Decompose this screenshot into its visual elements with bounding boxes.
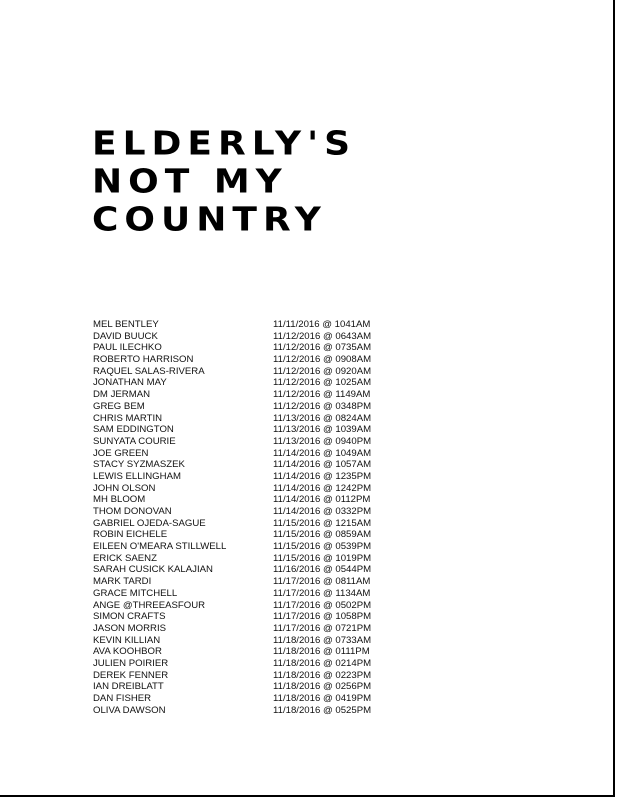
entry-name: STACY SYZMASZEK — [93, 459, 185, 471]
list-item — [93, 646, 393, 658]
entry-name: SUNYATA COURIE — [93, 435, 176, 447]
list-item — [93, 576, 393, 588]
entry-timestamp: 11/14/2016 @ 1049AM — [273, 447, 372, 459]
list-item — [93, 693, 393, 705]
list-item — [93, 670, 393, 682]
entry-timestamp: 11/18/2016 @ 0733AM — [273, 634, 372, 646]
entry-timestamp: 11/17/2016 @ 0502PM — [273, 599, 372, 611]
entry-name: ROBIN EICHELE — [93, 529, 168, 541]
list-item — [93, 354, 393, 366]
list-item — [93, 611, 393, 623]
list-item — [93, 471, 393, 483]
entry-name: JOE GREEN — [93, 447, 149, 459]
entry-timestamp: 11/13/2016 @ 0824AM — [273, 412, 372, 424]
entry-timestamp: 11/11/2016 @ 1041AM — [273, 319, 371, 330]
list-item — [93, 588, 393, 600]
list-item — [93, 658, 393, 670]
entry-name: IAN DREIBLATT — [93, 681, 164, 693]
entry-name: MH BLOOM — [93, 494, 146, 506]
list-item — [93, 448, 393, 460]
entry-timestamp: 11/15/2016 @ 1215AM — [273, 517, 372, 529]
list-item — [93, 600, 393, 612]
entry-name: JOHN OLSON — [93, 482, 156, 494]
entry-name: OLIVA DAWSON — [93, 704, 166, 716]
list-item — [93, 705, 393, 717]
entry-name: JULIEN POIRIER — [93, 657, 169, 669]
entry-timestamp: 11/16/2016 @ 0544PM — [273, 564, 372, 576]
list-item — [93, 541, 393, 553]
entry-timestamp: 11/15/2016 @ 0859AM — [273, 529, 372, 541]
list-item — [93, 331, 393, 343]
entry-timestamp: 11/17/2016 @ 0811AM — [273, 576, 371, 588]
title-line-1: ELDERLY'S — [92, 125, 357, 163]
entry-timestamp: 11/12/2016 @ 0643AM — [273, 330, 372, 342]
title-line-3: COUNTRY — [92, 201, 327, 239]
entry-name: MARK TARDI — [93, 576, 152, 588]
entry-timestamp: 11/15/2016 @ 1019PM — [273, 552, 372, 564]
list-item — [93, 319, 393, 331]
entry-timestamp: 11/12/2016 @ 0908AM — [273, 354, 372, 366]
entry-timestamp: 11/12/2016 @ 0348PM — [273, 400, 372, 412]
list-item — [93, 401, 393, 413]
entry-timestamp: 11/14/2016 @ 1235PM — [273, 470, 372, 482]
entry-name: CHRIS MARTIN — [93, 412, 163, 424]
entry-name: AVA KOOHBOR — [93, 646, 162, 658]
list-item — [93, 506, 393, 518]
entry-name: SIMON CRAFTS — [93, 611, 166, 623]
entry-name: EILEEN O'MEARA STILLWELL — [93, 541, 227, 553]
entry-timestamp: 11/12/2016 @ 1025AM — [273, 377, 372, 389]
entry-timestamp: 11/18/2016 @ 0111PM — [273, 646, 370, 658]
entry-timestamp: 11/18/2016 @ 0214PM — [273, 657, 372, 669]
list-item — [93, 494, 393, 506]
list-item — [93, 553, 393, 565]
entry-timestamp: 11/12/2016 @ 1149AM — [273, 389, 371, 401]
entry-timestamp: 11/12/2016 @ 0735AM — [273, 342, 372, 354]
list-item — [93, 518, 393, 530]
title-line-2: NOT MY — [92, 163, 288, 201]
entry-timestamp: 11/17/2016 @ 1058PM — [273, 611, 372, 623]
entry-name: ROBERTO HARRISON — [93, 354, 194, 366]
entry-name: JASON MORRIS — [93, 622, 167, 634]
entry-timestamp: 11/14/2016 @ 1057AM — [273, 459, 372, 471]
entry-name: MEL BENTLEY — [93, 319, 159, 330]
entry-name: ERICK SAENZ — [93, 552, 157, 564]
list-item — [93, 681, 393, 693]
entry-name: JONATHAN MAY — [93, 377, 167, 389]
list-item — [93, 635, 393, 647]
signature-list — [93, 319, 393, 716]
entry-timestamp: 11/15/2016 @ 0539PM — [273, 541, 372, 553]
list-item — [93, 389, 393, 401]
entry-timestamp: 11/13/2016 @ 0940PM — [273, 435, 372, 447]
entry-timestamp: 11/18/2016 @ 0525PM — [273, 704, 372, 716]
entry-timestamp: 11/18/2016 @ 0223PM — [273, 669, 372, 681]
entry-name: RAQUEL SALAS-RIVERA — [93, 365, 205, 377]
entry-timestamp: 11/12/2016 @ 0920AM — [273, 365, 372, 377]
list-item — [93, 483, 393, 495]
entry-name: GABRIEL OJEDA-SAGUE — [93, 517, 206, 529]
list-item — [93, 623, 393, 635]
entry-name: ANGE @THREEASFOUR — [93, 599, 206, 611]
entry-timestamp: 11/14/2016 @ 0112PM — [273, 494, 371, 506]
entry-timestamp: 11/17/2016 @ 1134AM — [273, 587, 371, 599]
entry-name: GRACE MITCHELL — [93, 587, 178, 599]
list-item — [93, 377, 393, 389]
list-item — [93, 564, 393, 576]
entry-timestamp: 11/14/2016 @ 0332PM — [273, 506, 372, 517]
list-item — [93, 366, 393, 378]
entry-name: GREG BEM — [93, 400, 145, 412]
entry-name: SARAH CUSICK KALAJIAN — [93, 564, 213, 576]
entry-timestamp: 11/18/2016 @ 0256PM — [273, 681, 372, 693]
entry-name: DAVID BUUCK — [93, 330, 158, 342]
entry-name: LEWIS ELLINGHAM — [93, 470, 181, 482]
list-item — [93, 424, 393, 436]
list-item — [93, 413, 393, 425]
entry-timestamp: 11/18/2016 @ 0419PM — [273, 693, 372, 704]
list-item — [93, 436, 393, 448]
entry-name: DEREK FENNER — [93, 669, 169, 681]
list-item — [93, 342, 393, 354]
entry-name: DM JERMAN — [93, 389, 151, 401]
entry-timestamp: 11/17/2016 @ 0721PM — [273, 622, 372, 634]
entry-name: THOM DONOVAN — [93, 506, 172, 517]
entry-timestamp: 11/14/2016 @ 1242PM — [273, 482, 372, 494]
entry-name: KEVIN KILLIAN — [93, 634, 161, 646]
list-item — [93, 529, 393, 541]
entry-timestamp: 11/13/2016 @ 1039AM — [273, 424, 372, 436]
entry-name: PAUL ILECHKO — [93, 342, 162, 354]
list-item — [93, 459, 393, 471]
page-title — [92, 127, 356, 241]
entry-name: SAM EDDINGTON — [93, 424, 174, 436]
entry-name: DAN FISHER — [93, 693, 152, 704]
